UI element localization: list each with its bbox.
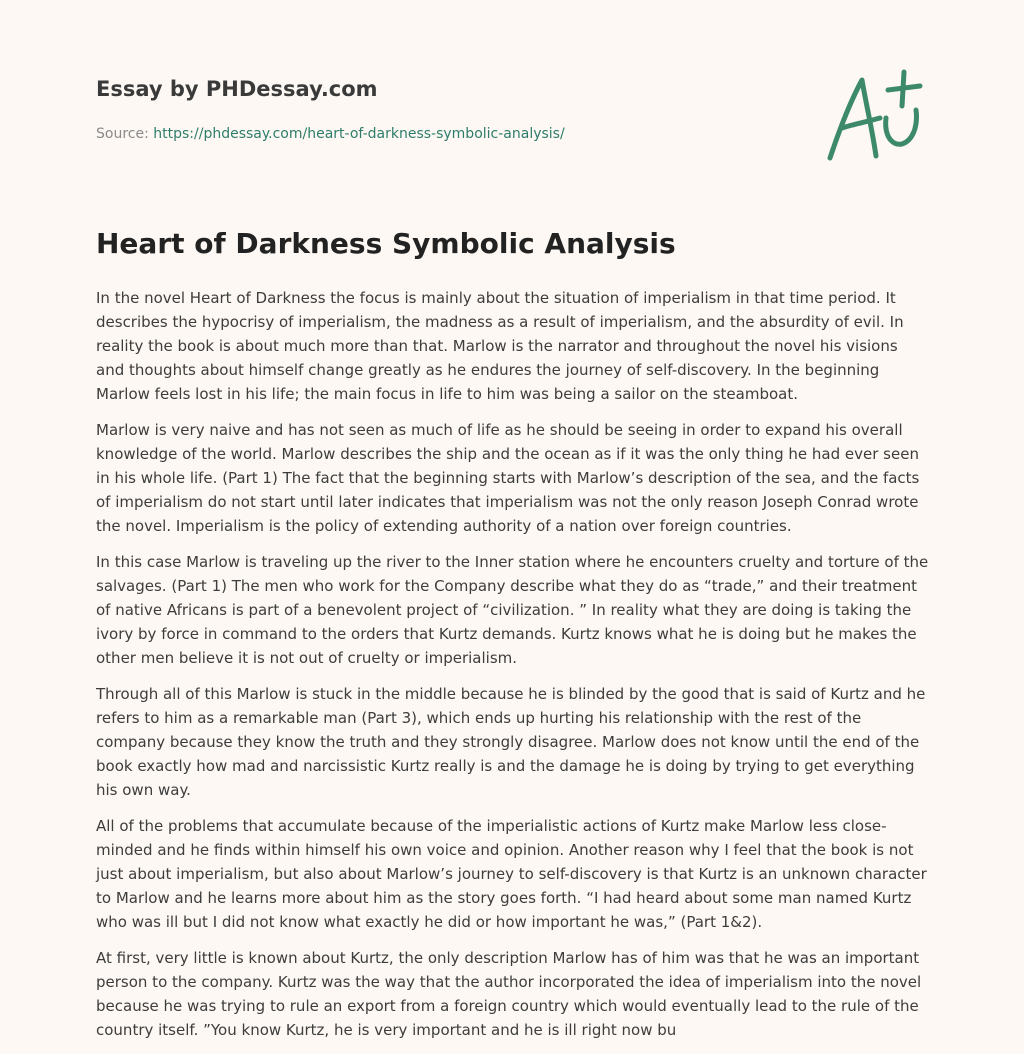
paragraph: At first, very little is known about Kurtz, the only description Marlow has of him was that he was an important person to the company. Kurtz was the way that the author incorporated the idea of imperialism into the novel because he was trying to rule an export from a foreign country which would eventually lead to the rule of the country itself. ”You know Kurtz, he is very important and he is ill right now bu [96,949,922,1039]
article-title: Heart of Darkness Symbolic Analysis [96,227,676,260]
paragraph: In the novel Heart of Darkness the focus is mainly about the situation of imperialism in that time period. It describes the hypocrisy of imperialism, the madness as a result of imperialism, and the absurdity of evil. In reality the book is about much more than that. Marlow is the narrator and throughout the novel his visions and thoughts about himself change greatly as he endures the journey of self-discovery. In the beginning Marlow feels lost in his life; the main focus in life to him was being a sailor on the steamboat. [96,289,904,403]
source-link[interactable]: https://phdessay.com/heart-of-darkness-symbolic-analysis/ [153,126,565,142]
site-title: Essay by PHDessay.com [96,77,378,101]
source-line [96,124,716,144]
source-label: Source: [96,126,154,142]
page-header [96,74,716,144]
paragraph: All of the problems that accumulate because of the imperialistic actions of Kurtz make Marlow less close-minded and he finds within himself his own voice and opinion. Another reason why I feel that the book is not just about imperialism, but also about Marlow’s journey to self-discovery is that Kurtz is an unknown character to Marlow and he learns more about him as the story goes forth. “I had heard about some man named Kurtz who was ill but I did not know what exactly he did or how important he was,” (Part 1&2). [96,817,927,931]
a-plus-grade-icon [820,66,930,166]
article-body [96,286,930,1054]
paragraph: Through all of this Marlow is stuck in the middle because he is blinded by the good that is said of Kurtz and he refers to him as a remarkable man (Part 3), which ends up hurting his relationship with the rest of the company because they know the truth and they strongly disagree. Marlow does not know until the end of the book exactly how mad and narcissistic Kurtz really is and the damage he is doing by trying to get everything his own way. [96,685,926,799]
paragraph: Marlow is very naive and has not seen as much of life as he should be seeing in order to expand his overall knowledge of the world. Marlow describes the ship and the ocean as if it was the only thing he had ever seen in his whole life. (Part 1) The fact that the beginning starts with Marlow’s description of the sea, and the facts of imperialism do not start until later indicates that imperialism was not the only reason Joseph Conrad wrote the novel. Imperialism is the policy of extending authority of a nation over foreign countries. [96,421,920,535]
paragraph: In this case Marlow is traveling up the river to the Inner station where he encounters cruelty and torture of the salvages. (Part 1) The men who work for the Company describe what they do as “trade,” and their treatment of native Africans is part of a benevolent project of “civilization. ” In reality what they are doing is taking the ivory by force in command to the orders that Kurtz demands. Kurtz knows what he is doing but he makes the other men believe it is not out of cruelty or imperialism. [96,553,929,667]
